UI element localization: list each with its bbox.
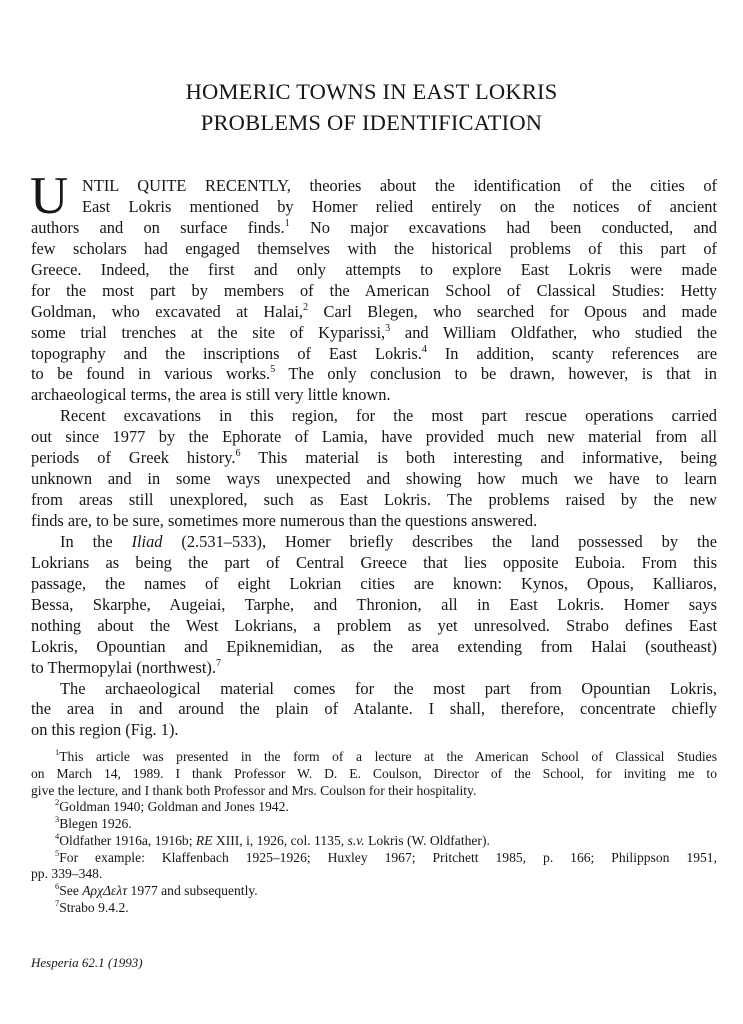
body-line: East Lokris mentioned by Homer relied entirely on the notices of ancient: [82, 196, 717, 216]
footnote-ref[interactable]: 5: [270, 364, 276, 376]
paragraph-3: [31, 532, 717, 679]
title-line-1: HOMERIC TOWNS IN EAST LOKRIS: [185, 79, 558, 104]
paragraph-4: [31, 679, 717, 742]
body-line: some trial trenches at the site of Kyparissi,$^3$ and William Oldfather, who studied the: [31, 322, 717, 342]
footnote-2: $^2$Goldman 1940; Goldman and Jones 1942.: [55, 797, 289, 815]
body-line: the area in and around the plain of Atalante. I shall, therefore, concentrate chiefly: [31, 699, 717, 719]
body-line: out since 1977 by the Ephorate of Lamia, have provided much new material from all: [31, 427, 717, 447]
body-line: to Thermopylai (northwest).$^7$: [31, 657, 222, 677]
body-line: passage, the names of eight Lokrian cities are known: Kynos, Opous, Kalliaros,: [31, 573, 717, 593]
footnote-ref[interactable]: 4: [421, 343, 427, 355]
body-line: authors and on surface finds.$^1$ No major excavations had been conducted, and: [31, 217, 717, 237]
footnote-number: 4: [55, 830, 60, 841]
body-line: Recent excavations in this region, for the most part rescue operations carried: [60, 406, 717, 426]
footnote-line: give the lecture, and I thank both Professor and Mrs. Coulson for their hospitality.: [31, 782, 477, 798]
footnote-ref[interactable]: 3: [385, 322, 391, 334]
footnote-1: $^1$This article was presented in the form of a lecture at the American School of Classical Studies: [55, 747, 717, 764]
body-line: finds are, to be sure, sometimes more numerous than the questions answered.: [31, 511, 538, 530]
footnote-line: on March 14, 1989. I thank Professor W. D. E. Coulson, Director of the School, for inviting me to: [31, 765, 717, 781]
body-line: Greece. Indeed, the first and only attempts to explore East Lokris were made: [31, 259, 717, 279]
body-line: few scholars had engaged themselves with the historical problems of this part of: [31, 238, 717, 258]
body-line: nothing about the West Lokrians, a problem as yet unresolved. Strabo defines East: [31, 615, 717, 635]
body-line: on this region (Fig. 1).: [31, 720, 179, 740]
footnote-number: 6: [55, 881, 60, 892]
body-line: unknown and in some ways unexpected and showing how much we have to learn: [31, 469, 717, 489]
footnotes: [31, 749, 717, 917]
body-line: Lokris, Opountian and Epiknemidian, as the area extending from Halai (southeast): [31, 636, 717, 656]
footnote-number: 5: [55, 847, 60, 858]
footnote-ref[interactable]: 2: [303, 301, 309, 313]
body-line: topography and the inscriptions of East Lokris.$^4$ In addition, scanty references are: [31, 343, 717, 363]
body-line: Goldman, who excavated at Halai,$^2$ Carl Blegen, who searched for Opous and made: [31, 301, 718, 321]
paragraph-1: [31, 176, 717, 406]
body-line: periods of Greek history.$^6$ This material is both interesting and informative, being: [31, 448, 717, 468]
body-line: to be found in various works.$^5$ The only conclusion to be drawn, however, is that in: [31, 364, 717, 384]
footnote-ref[interactable]: 1: [284, 217, 290, 229]
body-line: In the Iliad (2.531–533), Homer briefly describes the land possessed by the: [60, 531, 717, 551]
footnote-number: 1: [55, 747, 60, 758]
body-line: Lokrians as being the part of Central Greece that lies opposite Euboia. From this: [31, 552, 717, 572]
footnote-5: $^5$For example: Klaffenbach 1925–1926; Huxley 1967; Pritchett 1985, p. 166; Philippson 1951,: [55, 847, 717, 865]
footnote-4: $^4$Oldfather 1916a, 1916b; RE XIII, i, 1926, col. 1135, s.v. Lokris (W. Oldfather).: [55, 830, 490, 848]
work-title: Iliad: [131, 531, 163, 551]
footnote-number: 3: [55, 814, 60, 825]
body-line: The archaeological material comes for the most part from Opountian Lokris,: [60, 678, 717, 698]
body-line: from areas still unexplored, such as East Lokris. The problems raised by the new: [31, 490, 717, 510]
footnote-3: $^3$Blegen 1926.: [55, 814, 132, 831]
footnote-number: 2: [55, 797, 60, 808]
article-title: [0, 76, 743, 138]
title-line-2: PROBLEMS OF IDENTIFICATION: [200, 110, 543, 135]
body-line: NTIL QUITE RECENTLY, theories about the identification of the cities of: [82, 176, 717, 195]
footnote-number: 7: [55, 897, 60, 908]
journal-citation: Hesperia 62.1 (1993): [31, 955, 143, 970]
body-line: archaeological terms, the area is still very little known.: [31, 385, 391, 405]
footnote-ref[interactable]: 7: [215, 657, 222, 669]
drop-cap: U: [30, 167, 69, 225]
body-line: Bessa, Skarphe, Augeiai, Tarphe, and Thronion, all in East Lokris. Homer says: [31, 594, 717, 614]
body-line: for the most part by members of the American School of Classical Studies: Hetty: [31, 280, 717, 300]
article-body: [30, 167, 718, 741]
footnote-6: $^6$See ΑρχΔελτ 1977 and subsequently.: [55, 881, 258, 898]
footnote-7: $^7$Strabo 9.4.2.: [55, 897, 129, 915]
footnote-line: pp. 339–348.: [31, 866, 103, 882]
paragraph-2: [31, 406, 717, 532]
lead-in: NTIL QUITE RECENTLY,: [82, 176, 291, 195]
footnote-ref[interactable]: 6: [235, 448, 241, 460]
